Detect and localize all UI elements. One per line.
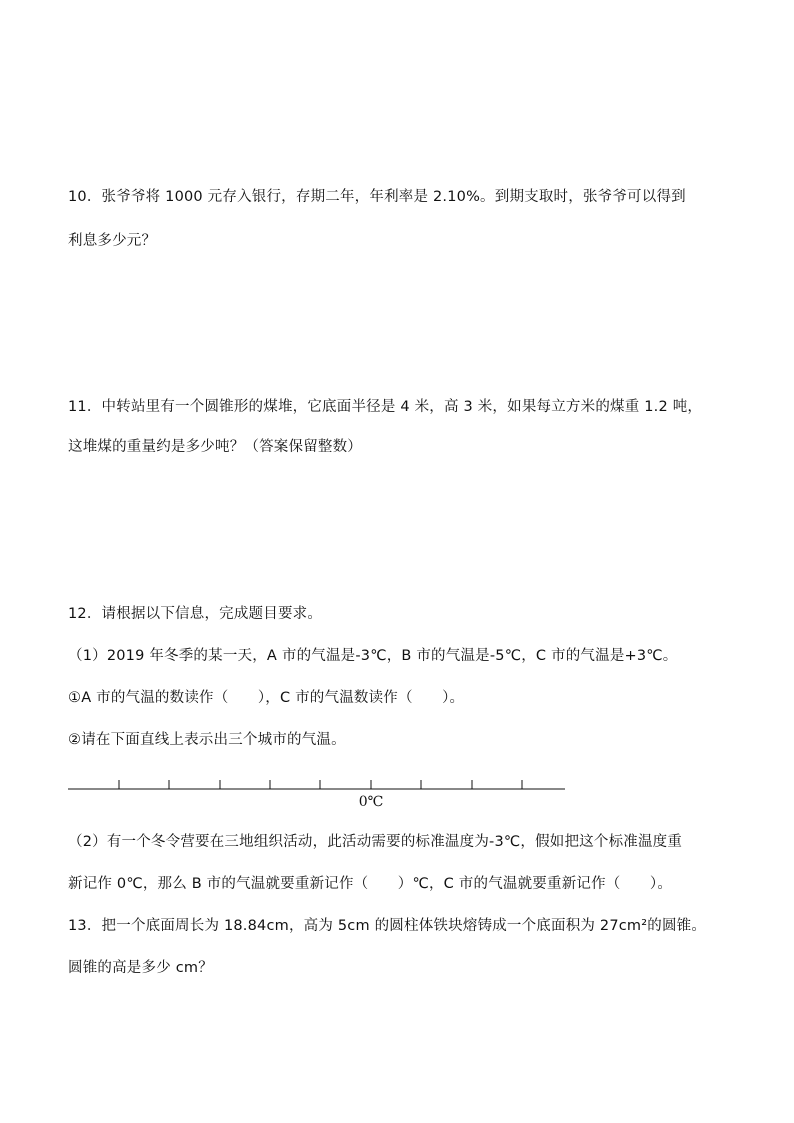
question-13-line-2: 圆锥的高是多少 cm？	[68, 960, 213, 976]
question-12-sub-1: ①A 市的气温的数读作（ ），C 市的气温数读作（ ）。	[68, 690, 465, 706]
question-10-line-1: 10．张爷爷将 1000 元存入银行，存期二年，年利率是 2.10%。到期支取时，张爷爷可以得到	[68, 189, 686, 205]
question-10-line-2: 利息多少元？	[68, 233, 157, 249]
question-13-line-1: 13．把一个底面周长为 18.84cm，高为 5cm 的圆柱体铁块熔铸成一个底面积为 27cm²的圆锥。	[68, 918, 707, 934]
question-12-part-1: （1）2019 年冬季的某一天，A 市的气温是-3℃，B 市的气温是-5℃，C 市的气温是+3℃。	[68, 648, 678, 664]
question-12-part-2-line-2: 新记作 0℃，那么 B 市的气温就要重新记作（ ）℃，C 市的气温就要重新记作（ ）。	[68, 876, 673, 892]
question-12-part-2-line-1: （2）有一个冬令营要在三地组织活动，此活动需要的标准温度为-3℃，假如把这个标准温度重	[68, 834, 683, 850]
question-11-line-1: 11．中转站里有一个圆锥形的煤堆，它底面半径是 4 米，高 3 米，如果每立方米的煤重 1.2 吨，	[68, 399, 703, 415]
question-11-line-2: 这堆煤的重量约是多少吨？（答案保留整数）	[68, 439, 362, 455]
question-12-intro: 12．请根据以下信息，完成题目要求。	[68, 606, 323, 622]
number-line	[68, 779, 568, 809]
number-line-zero-label: 0℃	[358, 794, 384, 809]
question-12-sub-2: ②请在下面直线上表示出三个城市的气温。	[68, 732, 346, 748]
